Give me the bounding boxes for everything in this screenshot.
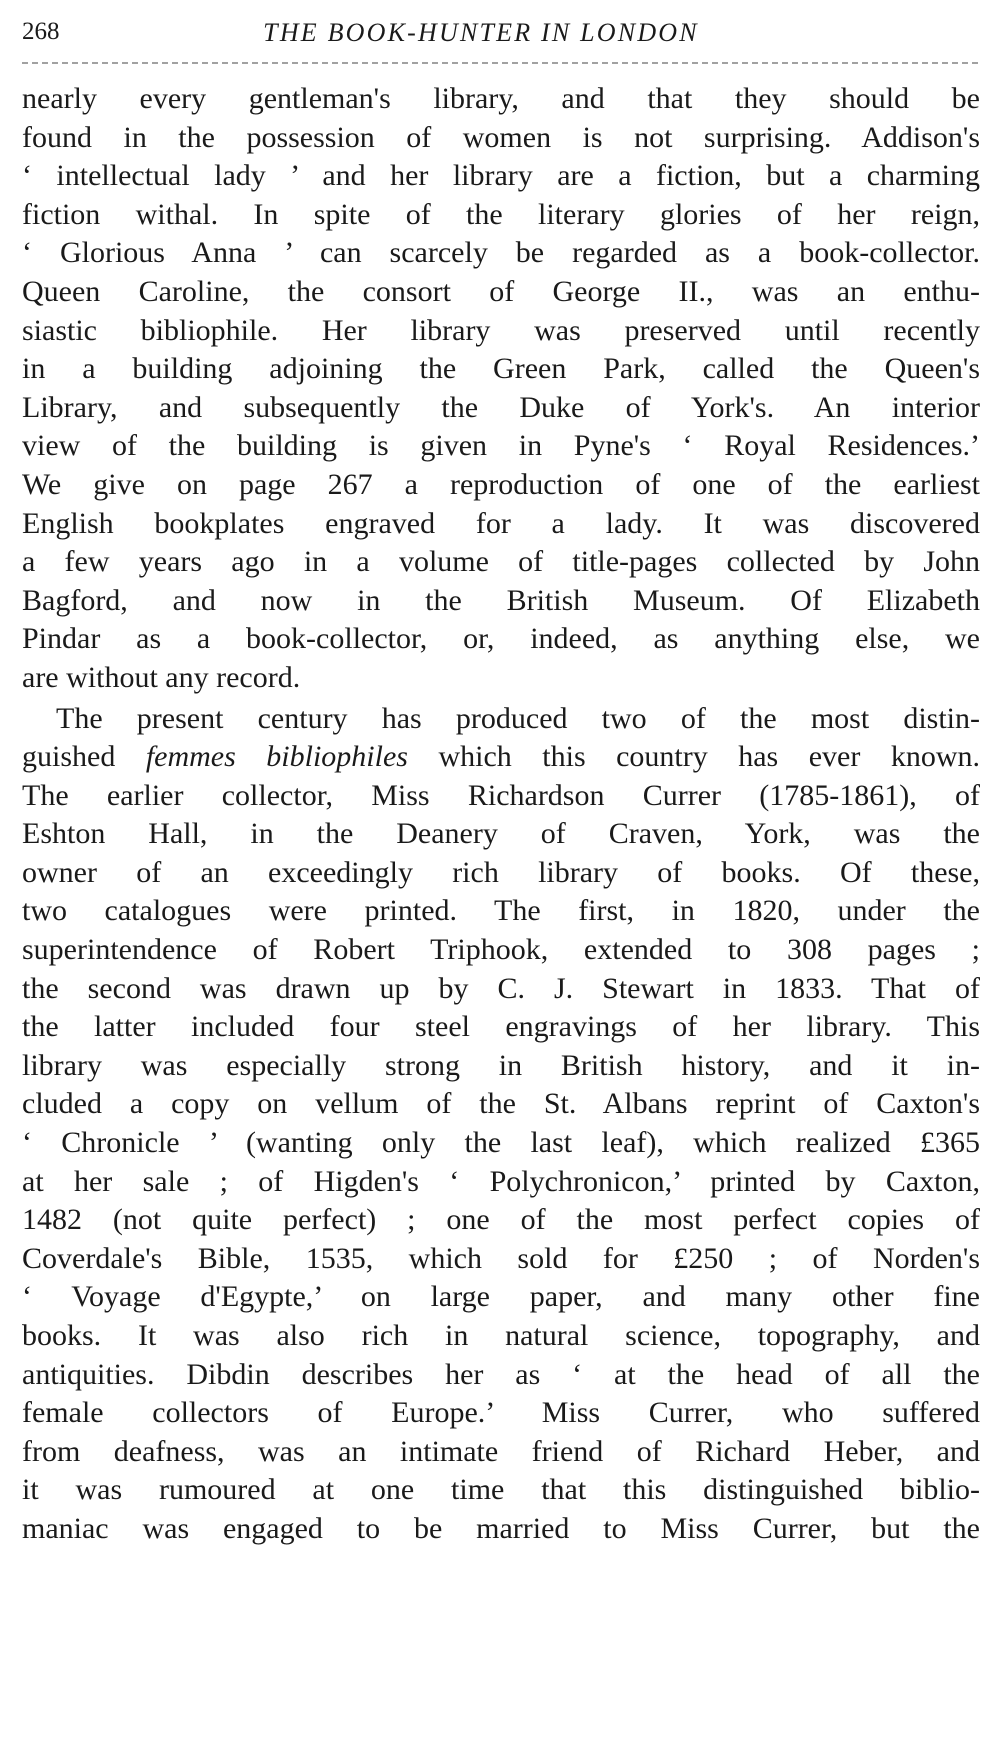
text-line: antiquities. Dibdin describes her as ‘ at the head of all the [22,1357,980,1391]
text-line: fiction withal. In spite of the literary glories of her reign, [22,197,980,231]
text-line: maniac was engaged to be married to Miss Currer, but the [22,1511,980,1545]
text-line [22,738,980,777]
text-line: ‘ intellectual lady ’ and her library are a fiction, but a charming [22,159,980,193]
text-line: The earlier collector, Miss Richardson Currer (1785-1861), of [22,778,980,812]
text-line: Queen Caroline, the consort of George II., was an enthu- [22,274,980,308]
running-head [22,18,980,58]
text-line: We give on page 267 a reproduction of one of the earliest [22,467,980,501]
italic-phrase: femmes bibliophiles [145,740,408,774]
page-number: 268 [22,18,60,45]
text-line: superintendence of Robert Triphook, extended to 308 pages ; [22,933,980,967]
text-run: guished [22,740,146,774]
paragraph-2 [22,700,980,1549]
text-line: two catalogues were printed. The first, in 1820, under the [22,894,980,928]
text-line: the second was drawn up by C. J. Stewart in 1833. That of [22,971,980,1005]
paragraph-1 [22,80,980,698]
text-line: siastic bibliophile. Her library was preserved until recently [22,313,980,347]
header-rule [22,62,978,64]
text-line: ‘ Voyage d'Egypte,’ on large paper, and many other fine [22,1280,980,1314]
text-line: English bookplates engraved for a lady. It was discovered [22,506,980,540]
text-line: books. It was also rich in natural science, topography, and [22,1319,980,1352]
text-run: which this country has ever known. [407,740,981,774]
text-line: from deafness, was an intimate friend of Richard Heber, and [22,1434,980,1468]
text-line: Pindar as a book-collector, or, indeed, as anything else, we [22,622,980,656]
text-line: are without any record. [22,660,301,694]
text-line: a few years ago in a volume of title-pages collected by John [22,545,980,579]
text-line: female collectors of Europe.’ Miss Currer, who suffered [22,1396,980,1430]
text-line: Eshton Hall, in the Deanery of Craven, York, was the [22,817,980,851]
text-line: the latter included four steel engravings of her library. This [22,1010,980,1044]
text-line: Bagford, and now in the British Museum. Of Elizabeth [22,583,980,617]
text-line: in a building adjoining the Green Park, called the Queen's [22,352,980,386]
text-line: it was rumoured at one time that this distinguished biblio- [22,1473,980,1507]
body-text [22,80,980,1549]
text-line: view of the building is given in Pyne's ‘ Royal Residences.’ [22,429,980,463]
text-line: 1482 (not quite perfect) ; one of the most perfect copies of [22,1203,980,1237]
text-line: The present century has produced two of the most distin- [56,701,980,735]
text-line: cluded a copy on vellum of the St. Albans reprint of Caxton's [22,1087,980,1121]
text-line: nearly every gentleman's library, and that they should be [22,82,980,115]
text-line: Coverdale's Bible, 1535, which sold for £250 ; of Norden's [22,1241,980,1275]
running-title: THE BOOK-HUNTER IN LONDON [263,18,699,47]
text-line: found in the possession of women is not surprising. Addison's [22,120,980,154]
text-line: ‘ Chronicle ’ (wanting only the last leaf), which realized £365 [22,1126,980,1160]
text-line: library was especially strong in British history, and it in- [22,1048,980,1082]
text-line: ‘ Glorious Anna ’ can scarcely be regarded as a book-collector. [22,236,980,270]
text-line: at her sale ; of Higden's ‘ Polychronicon,’ printed by Caxton, [22,1164,980,1198]
text-line: owner of an exceedingly rich library of books. Of these, [22,855,980,889]
text-line: Library, and subsequently the Duke of York's. An interior [22,390,980,424]
